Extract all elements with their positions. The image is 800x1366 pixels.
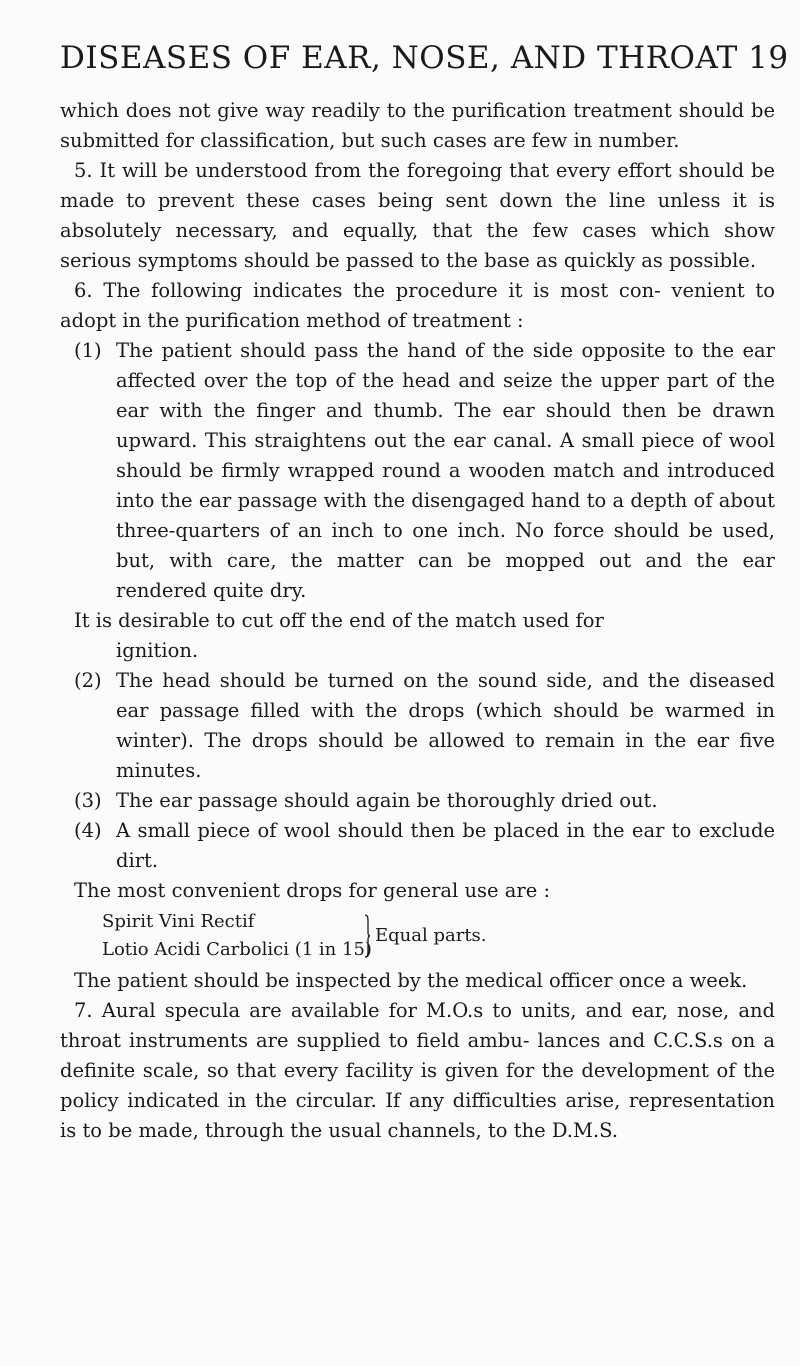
procedure-item-3 (60, 786, 775, 816)
paragraph-7: 7. Aural specula are available for M.O.s to units, and ear, nose, and throat instruments are supplied to field ambu- lances and C.C.S.s on a definite scale, so that every facility is given for the development of the policy indicated in the circular. If any difficulties arise, representation is to be made, through the usual channels, to the D.M.S. (60, 999, 775, 1142)
procedure-item-number: (2) (74, 669, 102, 692)
procedure-item-4 (60, 816, 775, 876)
ignition-note-first-line: It is desirable to cut off the end of the match used for (74, 609, 604, 632)
procedure-item-1 (60, 336, 775, 606)
procedure-item-text: The ear passage should again be thoroughly dried out. (116, 789, 658, 812)
procedure-item-number: (4) (74, 819, 102, 842)
body-text (60, 96, 775, 1146)
paragraph-4-continuation: which does not give way readily to the purification treatment should be submitted for classification, but such cases are few in number. (60, 99, 775, 152)
running-header: DISEASES OF EAR, NOSE, AND THROAT 19 (60, 40, 789, 76)
ignition-note-rest: ignition. (116, 639, 199, 662)
procedure-item-number: (1) (74, 339, 102, 362)
drops-intro: The most convenient drops for general use are : (74, 879, 551, 902)
prescription-line-2: Lotio Acidi Carbolici (1 in 15) (102, 939, 372, 960)
brace-icon (364, 914, 370, 958)
procedure-item-2 (60, 666, 775, 786)
procedure-item-text: The patient should pass the hand of the side opposite to the ear affected over the top of the head and seize the upper part of the ear with the finger and thumb. The ear should then be drawn upward. This straightens out the ear canal. A small piece of wool should be firmly wrapped round a wooden match and introduced into the ear passage with the disengaged hand to a depth of about three-quarters of an inch to one inch. No force should be used, but, with care, the matter can be mopped out and the ear rendered quite dry. (116, 339, 775, 602)
inspection-note: The patient should be inspected by the medical officer once a week. (74, 969, 748, 992)
prescription-note: Equal parts. (375, 925, 487, 946)
procedure-item-text: The head should be turned on the sound side, and the diseased ear passage filled with the drops (which should be warmed in winter). The drops should be allowed to remain in the ear five minutes. (116, 669, 775, 782)
procedure-item-text: A small piece of wool should then be placed in the ear to exclude dirt. (116, 819, 775, 872)
paragraph-5: 5. It will be understood from the foregoing that every effort should be made to prevent these cases being sent down the line unless it is absolutely necessary, and equally, that the few cases which show serious symptoms should be passed to the base as quickly as possible. (60, 159, 775, 272)
paragraph-6: 6. The following indicates the procedure it is most con- venient to adopt in the purification method of treatment : (60, 279, 775, 332)
ignition-note (60, 606, 775, 666)
prescription (102, 906, 775, 966)
prescription-line-1: Spirit Vini Rectif (102, 911, 255, 932)
procedure-item-number: (3) (74, 789, 102, 812)
